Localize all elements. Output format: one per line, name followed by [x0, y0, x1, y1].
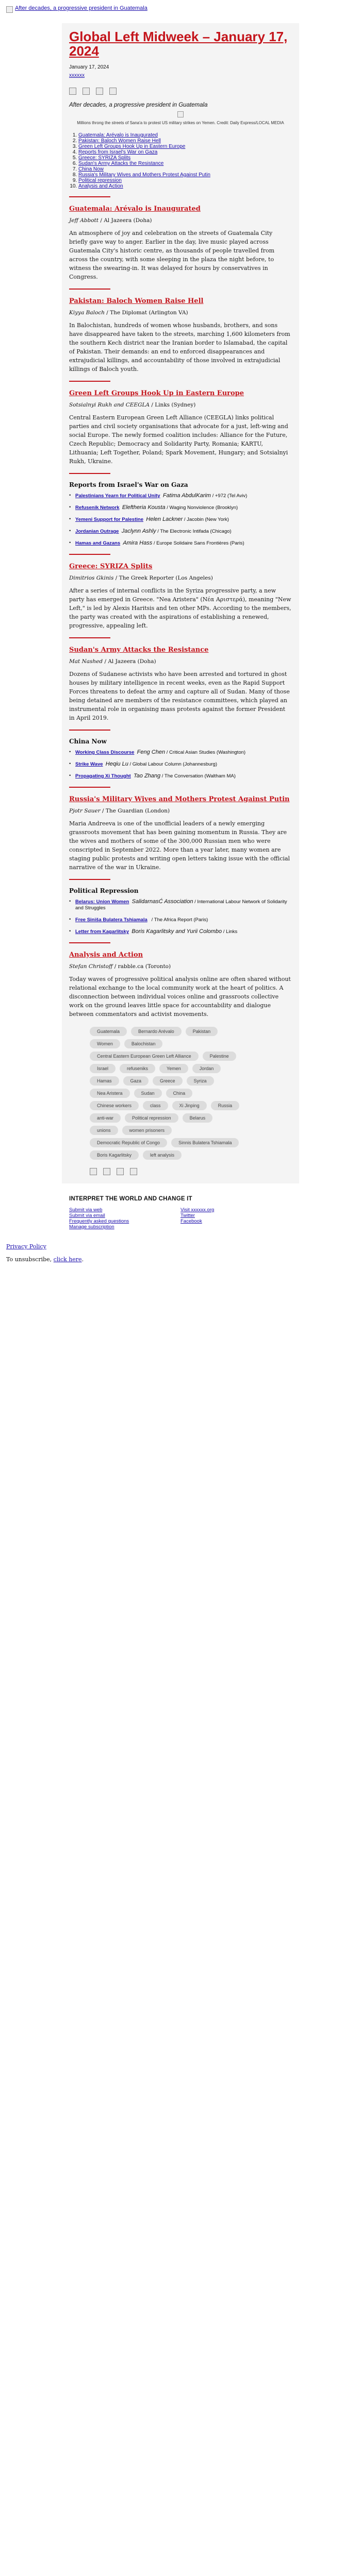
footer-link[interactable]: Frequently asked questions — [69, 1218, 129, 1224]
toc-item: 1. Guatemala: Arévalo is Inaugurated — [78, 132, 292, 138]
divider — [69, 637, 110, 638]
lead-figure — [69, 111, 292, 125]
list-item: • Hamas and Gazans Amira Hass / Europe Solidaire Sans Frontières (Paris) — [69, 540, 292, 547]
footer-right-links — [180, 1207, 292, 1230]
divider — [69, 554, 110, 555]
footer-link[interactable]: Submit via email — [69, 1213, 105, 1218]
divider — [69, 289, 110, 290]
list-item: • Palestinians Yearn for Political Unity Fatima AbdulKarim / +972 (Tel Aviv) — [69, 493, 292, 499]
byline: Mat Nashed / Al Jazeera (Doha) — [69, 658, 156, 665]
toc-item: 4. Reports from Israel's War on Gaza — [78, 149, 292, 155]
list-item: • Working Class Discourse Feng Chen / Critical Asian Studies (Washington) — [69, 749, 292, 756]
tag-pill[interactable]: Jordan — [192, 1064, 221, 1073]
tag-pill[interactable]: Bernardo Arévalo — [131, 1027, 182, 1036]
list-item: • Jordanian Outrage Jaclynn Ashly / The Electronic Intifada (Chicago) — [69, 528, 292, 535]
footer-left-links — [69, 1207, 180, 1230]
toc-item: 6. Sudan's Army Attacks the Resistance — [78, 161, 292, 166]
tag-pill[interactable]: Greece — [153, 1076, 183, 1086]
twitter-icon[interactable] — [103, 1168, 110, 1175]
tag-pill[interactable]: Yemen — [159, 1064, 188, 1073]
hero-image[interactable] — [6, 5, 355, 13]
divider — [69, 787, 110, 788]
legal — [6, 1243, 361, 1279]
email-icon[interactable] — [130, 1168, 137, 1175]
footer-link[interactable]: Submit via web — [69, 1207, 103, 1213]
tag-pill[interactable]: women prisoners — [122, 1126, 172, 1135]
byline: Stefan Christoff / rabble.ca (Toronto) — [69, 963, 171, 970]
toc-item: 2. Pakistan: Baloch Women Raise Hell — [78, 138, 292, 144]
article-title[interactable]: Greece: SYRIZA Splits — [69, 563, 153, 570]
divider — [69, 473, 110, 474]
divider — [69, 381, 110, 382]
toc-item: 9. Political repression — [78, 178, 292, 183]
tag-pill[interactable]: Xi Jinping — [172, 1101, 207, 1110]
image-placeholder-icon — [177, 111, 184, 117]
hero-image-alt[interactable]: After decades, a progressive president in Guatemala — [15, 5, 147, 11]
toc-item: 5. Greece: SYRIZA Splits — [78, 155, 292, 161]
privacy-policy-link[interactable]: Privacy Policy — [6, 1243, 46, 1250]
list-item: • Free Siniša Bulatera Tshiamala / The Africa Report (Paris) — [69, 917, 292, 923]
byline: Kiyya Baloch / The Diplomat (Arlington VA) — [69, 310, 188, 316]
linkedin-icon[interactable] — [117, 1168, 124, 1175]
linkedin-icon[interactable] — [96, 88, 103, 95]
unsubscribe-link[interactable]: click here — [53, 1256, 82, 1263]
tag-pill[interactable]: Sinnis Bulatera Tshiamala — [171, 1138, 239, 1147]
divider — [69, 730, 110, 731]
article-title[interactable]: Sudan's Army Attacks the Resistance — [69, 646, 209, 654]
broken-image-icon — [6, 6, 13, 13]
tag-pill[interactable]: Guatemala — [90, 1027, 127, 1036]
article-title[interactable]: Green Left Groups Hook Up in Eastern Europe — [69, 389, 244, 397]
tag-pill[interactable]: Balochistan — [124, 1039, 163, 1048]
tag-pill[interactable]: unions — [90, 1126, 118, 1135]
footer-link[interactable]: Visit xxxxxx.org — [180, 1207, 215, 1213]
tag-pill[interactable]: Boris Kagarlitsky — [90, 1150, 139, 1160]
tag-list — [90, 1027, 244, 1160]
tag-pill[interactable]: Political repression — [125, 1113, 178, 1123]
byline: Pjotr Sauer / The Guardian (London) — [69, 808, 170, 814]
tag-pill[interactable]: Israel — [90, 1064, 116, 1073]
byline: Dimitrios Gkinis / The Greek Reporter (Los Angeles) — [69, 575, 213, 581]
article-body: Dozens of Sudanese activists who have been arrested and tortured in ghost houses by military intelligence in recent weeks, even as the Rapid Support Forces threatens to defeat the army and capture all of Sudan. Many of those being detained are members of the resistance committees, which played an instrumental role in organising mass protests against the former President in April 2019. — [69, 671, 290, 721]
tag-pill[interactable]: anti-war — [90, 1113, 121, 1123]
tag-pill[interactable]: Gaza — [123, 1076, 149, 1086]
tag-pill[interactable]: class — [143, 1101, 168, 1110]
facebook-icon[interactable] — [69, 88, 76, 95]
article-title[interactable]: Russia's Military Wives and Mothers Protest Against Putin — [69, 795, 290, 803]
section-heading: China Now — [69, 738, 107, 745]
tag-pill[interactable]: refuseniks — [120, 1064, 155, 1073]
article-title[interactable]: Guatemala: Arévalo is Inaugurated — [69, 205, 201, 213]
footer-link[interactable]: Twitter — [180, 1213, 195, 1218]
footer — [62, 1196, 299, 1230]
deck: After decades, a progressive president in Guatemala — [69, 102, 208, 108]
article-body: After a series of internal conflicts in the Syriza progressive party, a new party has emerged in Greece. "Nea Aristera" (Νέα Αριστερά), meaning "New Left," is led by Alexis Haritsis and ten other MPs. According to the members, the party was created with the aspirations of establishing a renewed, progressive, appealing left. — [69, 587, 291, 629]
repression-reports — [69, 899, 292, 935]
footer-heading: INTERPRET THE WORLD AND CHANGE IT — [69, 1196, 192, 1202]
tag-pill[interactable]: Sudan — [134, 1089, 162, 1098]
tag-pill[interactable]: Belarus — [183, 1113, 213, 1123]
tag-pill[interactable]: China — [166, 1089, 193, 1098]
list-item: • Letter from Kagarlitsky Boris Kagarlitsky and Yurii Colombo / Links — [69, 928, 292, 935]
tag-pill[interactable]: Central Eastern European Green Left Alliance — [90, 1052, 199, 1061]
facebook-icon[interactable] — [90, 1168, 97, 1175]
tag-pill[interactable]: Palestine — [203, 1052, 236, 1061]
china-reports — [69, 749, 292, 779]
figure-caption: Millions throng the streets of Sana'a to protest US military strikes on Yemen. Credit: Daily Express/LOCAL MEDIA — [77, 121, 284, 125]
gaza-reports — [69, 493, 292, 547]
article-title[interactable]: Analysis and Action — [69, 951, 143, 959]
footer-link[interactable]: Manage subscription — [69, 1224, 114, 1230]
list-item: • Propagating Xi Thought Tao Zhang / The Conversation (Waltham MA) — [69, 773, 292, 779]
toc-item: 10. Analysis and Action — [78, 183, 292, 189]
share-icons-bottom — [90, 1168, 292, 1175]
divider — [69, 196, 110, 197]
byline: Sotsialnyi Rukh and CEEGLA / Links (Sydney) — [69, 402, 196, 408]
list-item: • Belarus: Union Women SalidarnasĆ Association / International Labour Network of Solidarity and Struggles — [69, 899, 292, 911]
list-item: • Strike Wave Heqiu Lu / Global Labour Column (Johannesburg) — [69, 761, 292, 768]
toc-item: 3. Green Left Groups Hook Up in Eastern Europe — [78, 144, 292, 149]
tag-pill[interactable]: Women — [90, 1039, 120, 1048]
divider — [69, 879, 110, 880]
share-icons — [69, 88, 292, 95]
tag-pill[interactable]: Democratic Republic of Congo — [90, 1138, 167, 1147]
list-item: • Yemeni Support for Palestine Helen Lackner / Jacobin (New York) — [69, 516, 292, 523]
toc-item: 8. Russia's Military Wives and Mothers Protest Against Putin — [78, 172, 292, 178]
table-of-contents — [69, 132, 292, 189]
article-body: Today waves of progressive political analysis online are often shared without relational exchange to the local community work at the heart of politics. A disconnection between individual voices online and grassroots collective work on the ground leaves little space for accountability and dialogue between commentators and activist movements. — [69, 976, 291, 1018]
tag-pill[interactable]: Russia — [211, 1101, 240, 1110]
tag-pill[interactable]: left analysis — [143, 1150, 182, 1160]
byline: Jeff Abbott / Al Jazeera (Doha) — [69, 217, 152, 224]
site-link[interactable]: xxxxxx — [69, 73, 85, 78]
tag-pill[interactable]: Hamas — [90, 1076, 119, 1086]
article-title[interactable]: Pakistan: Baloch Women Raise Hell — [69, 297, 204, 305]
tag-pill[interactable]: Nea Aristera — [90, 1089, 130, 1098]
footer-link[interactable]: Facebook — [180, 1218, 202, 1224]
section-heading: Political Repression — [69, 887, 139, 894]
article-body: Maria Andreeva is one of the unofficial leaders of a newly emerging grassroots movement that has been gaining momentum in Russia. They are the wives and mothers of some of the 300,000 Russian men who were conscripted in September 2022. More than a year later, many women are staging public protests and writing open letters taking issue with the official narrative of the war in Ukraine. — [69, 820, 290, 871]
list-item: • Refusenik Network Eleftheria Kousta / Waging Nonviolence (Brooklyn) — [69, 504, 292, 511]
article-body: An atmosphere of joy and celebration on the streets of Guatemala City briefly gave way to anger. Earlier in the day, live music played across Guatemala City's historic centre, as thousands of people travelled from across the country, with some sleeping in the plaza the night before, to witness the swearing-in. It was delayed for hours by conservatives in Congress. — [69, 230, 275, 280]
email-icon[interactable] — [109, 88, 117, 95]
divider — [69, 942, 110, 943]
tag-pill[interactable]: Syriza — [187, 1076, 214, 1086]
issue-date: January 17, 2024 — [69, 64, 109, 70]
tag-pill[interactable]: Chinese workers — [90, 1101, 139, 1110]
article-body: In Balochistan, hundreds of women whose husbands, brothers, and sons have disappeared have taken to the streets, marching 1,600 kilometers from the southern Kech district near the Iranian border to Islamabad, the capital of Pakistan. Their demands: an end to enforced disappearances and extrajudicial killings, and accountability of those involved in extrajudicial killings of Baloch youth. — [69, 322, 290, 372]
tag-pill[interactable]: Pakistan — [186, 1027, 218, 1036]
twitter-icon[interactable] — [83, 88, 90, 95]
unsubscribe-line: To unsubscribe, click here. — [6, 1256, 84, 1263]
newsletter-body — [62, 23, 299, 1183]
section-heading: Reports from Israel's War on Gaza — [69, 481, 188, 488]
page-title[interactable]: Global Left Midweek – January 17, 2024 — [69, 29, 288, 59]
article-body: Central Eastern European Green Left Alliance (CEEGLA) links political parties and civil society organisations that advocate for a just, left-wing and social Europe. The newly formed coalition includes: Alliance for the Future, Czech Republic; Democracy and Solidarity Party, Romania; KARTU, Lithuania; Left Together, Poland; Spark Movement, Hungary; and Sotsialnyi Rukh, Ukraine. — [69, 414, 288, 465]
toc-item: 7. China Now — [78, 166, 292, 172]
